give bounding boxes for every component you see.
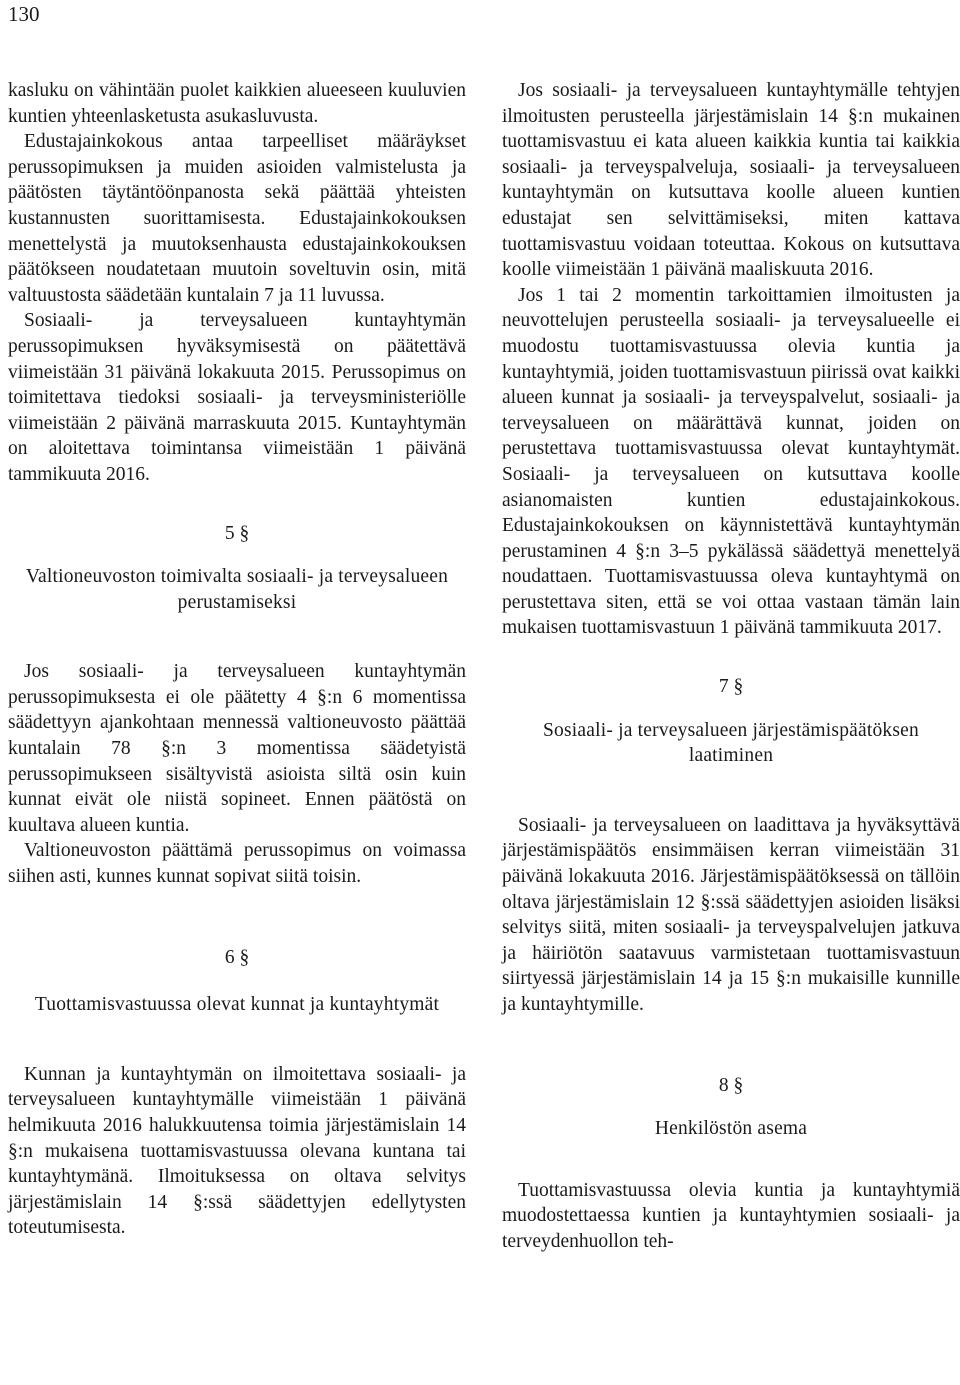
section-number: 7 § xyxy=(718,676,744,698)
page-number: 130 xyxy=(8,2,40,26)
body-paragraph: Sosiaali- ja terveysalueen kuntayhtymän perussopimuksen hyväksymisestä on päätettävä viimeistään 31 päivänä lokakuuta 2015. Perussopimus on toimitettava tiedoksi sosiaali- ja terveysministeriölle viimeistään 2 päivänä marraskuuta 2015. Kuntayhtymän on aloitettava toimintansa viimeistään 1 päivänä tammikuuta 2016. xyxy=(8,310,466,485)
body-paragraph: Valtioneuvoston päättämä perussopimus on voimassa siihen asti, kunnes kunnat sopivat siitä toisin. xyxy=(8,840,466,888)
body-paragraph: Tuottamisvastuussa olevia kuntia ja kuntayhtymiä muodostettaessa kuntien ja kuntayhtymien sosiaali- ja terveydenhuollon teh- xyxy=(502,1179,960,1252)
body-paragraph: Jos sosiaali- ja terveysalueen kuntayhtymälle tehtyjen ilmoitusten perusteella järjestämislain 14 §:n mukainen tuottamisvastuu ei kata alueen kaikkia kuntia tai kaikkia sosiaali- ja terveyspalveluja, sosiaali- ja terveysalueen kuntayhtymän on kutsuttava koolle alueen kuntien edustajat sen selvittämiseksi, miten kattava tuottamisvastuu voidaan toteuttaa. Kokous on kutsuttava koolle viimeistään 1 päivänä maaliskuuta 2016. xyxy=(502,80,960,281)
section-title: Henkilöstön asema xyxy=(654,1118,808,1140)
body-paragraph: Sosiaali- ja terveysalueen on laadittava ja hyväksyttävä järjestämispäätös ensimmäisen kerran viimeistään 31 päivänä lokakuuta 2016. Järjestämispäätöksessä on tällöin oltava järjestämislain 12 §:ssä säädettyjen asioiden lisäksi selvitys siitä, miten sosiaali- ja terveyspalvelujen jatkuva ja häiriötön saatavuus varmistetaan tuottamisvastuun siirtyessä järjestämislain 14 ja 15 §:n mukaisille kunnille ja kuntayhtymille. xyxy=(502,814,960,1015)
section-number: 6 § xyxy=(224,946,250,968)
body-paragraph: Edustajainkokous antaa tarpeelliset määräykset perussopimuksen ja muiden asioiden valmistelusta ja päätösten täytäntöönpanosta sekä päättää yhteisten kustannusten suorittamisesta. Edustajainkokouksen menettelystä ja muutoksenhausta edustajainkokouksen päätökseen noudatetaan muutoin soveltuvin osin, mitä valtuustosta säädetään kuntalain 7 ja 11 luvussa. xyxy=(8,131,466,306)
body-paragraph: Jos sosiaali- ja terveysalueen kuntayhtymän perussopimuksesta ei ole päätetty 4 §:n 6 momentissa säädettyyn ajankohtaan mennessä valtioneuvosto päättää kuntalain 78 §:n 3 momentissa säädetyistä perussopimukseen sisältyvistä asioista siltä osin kuin kunnat eivät ole niistä sopineet. Ennen päätöstä on kuultava alueen kuntia. xyxy=(8,661,466,836)
body-paragraph: Jos 1 tai 2 momentin tarkoittamien ilmoitusten ja neuvottelujen perusteella sosiaali- ja terveysalueelle ei muodostu tuottamisvastuussa olevia kuntia ja kuntayhtymiä, joiden tuottamisvastuun piirissä ovat kaikki alueen kunnat ja sosiaali- ja terveyspalvelut, sosiaali- ja terveysalueen on määrättävä kunnat, joiden on perustettava tuottamisvastuussa olevat kuntayhtymät. Sosiaali- ja terveysalueen on kutsuttava koolle asianomaisten kuntien edustajainkokous. Edustajainkokouksen on käynnistettävä kuntayhtymän perustaminen 4 §:n 3–5 pykälässä säädettyä menettelyä noudattaen. Tuottamisvastuussa oleva kuntayhtymä on perustettava siten, että se voi ottaa vastaan tämän lain mukaisen tuottamisvastuun 1 päivänä tammikuuta 2017. xyxy=(502,284,960,639)
section-number: 5 § xyxy=(224,522,250,544)
section-title: Tuottamisvastuussa olevat kunnat ja kuntayhtymät xyxy=(34,994,440,1016)
section-title: Sosiaali- ja terveysalueen järjestämispäätöksen laatiminen xyxy=(543,719,919,767)
section-title: Valtioneuvoston toimivalta sosiaali- ja terveysalueen perustamiseksi xyxy=(25,566,449,613)
body-paragraph: kasluku on vähintään puolet kaikkien alueeseen kuuluvien kuntien yhteenlasketusta asukasluvusta. xyxy=(8,80,466,127)
right-column xyxy=(502,78,960,1255)
body-paragraph: Kunnan ja kuntayhtymän on ilmoitettava sosiaali- ja terveysalueen kuntayhtymälle viimeistään 1 päivänä helmikuuta 2016 halukkuutensa toimia järjestämislain 14 §:n mukaisena tuottamisvastuussa olevana kuntana tai kuntayhtymänä. Ilmoituksessa on oltava selvitys järjestämislain 14 §:ssä säädettyjen edellytysten toteutumisesta. xyxy=(8,1063,466,1239)
section-number: 8 § xyxy=(718,1074,744,1096)
left-column xyxy=(8,78,466,1241)
